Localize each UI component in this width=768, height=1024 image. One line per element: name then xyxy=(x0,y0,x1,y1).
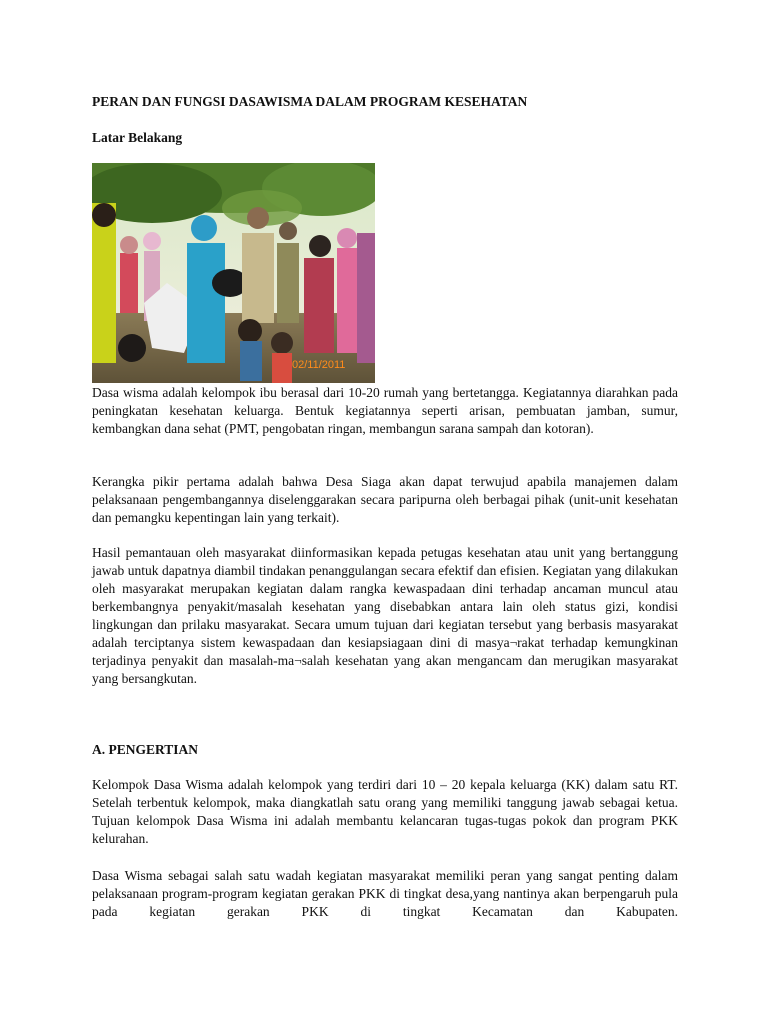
paragraph-kerangka-pikir: Kerangka pikir pertama adalah bahwa Desa Siaga akan dapat terwujud apabila manajemen dalam pelaksanaan pengembangannya diselenggarakan secara paripurna oleh berbagai pihak (unit-unit kesehatan dan pemangku kepentingan lain yang terkait). xyxy=(92,474,678,525)
paragraph-dasa-wisma: Dasa wisma adalah kelompok ibu berasal dari 10-20 rumah yang bertetangga. Kegiatannya diarahkan pada peningkatan kesehatan keluarga. Bentuk kegiatannya seperti arisan, pembuatan jamban, sumur, kembangkan dana sehat (PMT, pengobatan ringan, membangun sarana sampah dan kotoran). xyxy=(92,385,678,436)
paragraph-peran-dasa-wisma: Dasa Wisma sebagai salah satu wadah kegiatan masyarakat memiliki peran yang sangat penting dalam pelaksanaan program-program kegiatan gerakan PKK di tingkat desa,yang nantinya akan berpengaruh pula pada kegiatan gerakan PKK di tingkat Kecamatan dan Kabupaten. xyxy=(92,868,678,919)
section-heading-pengertian: A. PENGERTIAN xyxy=(92,742,199,757)
paragraph-hasil-pemantauan: Hasil pemantauan oleh masyarakat diinformasikan kepada petugas kesehatan atau unit yang bertanggung jawab untuk dapatnya diambil tindakan penanggulangan secara efektif dan efisien. Kegiatan yang dilakukan oleh masyarakat merupakan kegiatan dalam rangka kewaspadaan dini terhadap ancaman muncul atau berkembangnya penyakit/masalah kesehatan yang disebabkan antara lain oleh status gizi, kondisi lingkungan dan prilaku masyarakat. Secara umum tujuan dari kegiatan tersebut yang berbasis masyarakat adalah terciptanya sistem kewaspadaan dan kesiapsiagaan dini di masya¬rakat terhadap kemungkinan terjadinya penyakit dan masalah-ma¬salah kesehatan yang akan mengancam dan merugikan masyarakat yang bersangkutan. xyxy=(92,545,678,686)
community-photo xyxy=(92,163,375,383)
document-title: PERAN DAN FUNGSI DASAWISMA DALAM PROGRAM KESEHATAN xyxy=(92,94,528,109)
photo-date-stamp: 02/11/2011 xyxy=(292,359,346,371)
paragraph-kelompok-dasa-wisma: Kelompok Dasa Wisma adalah kelompok yang terdiri dari 10 – 20 kepala keluarga (KK) dalam satu RT. Setelah terbentuk kelompok, maka diangkatlah satu orang yang memiliki tanggung jawab sebagai ketua. Tujuan kelompok Dasa Wisma ini adalah membantu kelancaran tugas-tugas pokok dan program PKK kelurahan. xyxy=(92,777,678,846)
section-subtitle: Latar Belakang xyxy=(92,130,183,145)
